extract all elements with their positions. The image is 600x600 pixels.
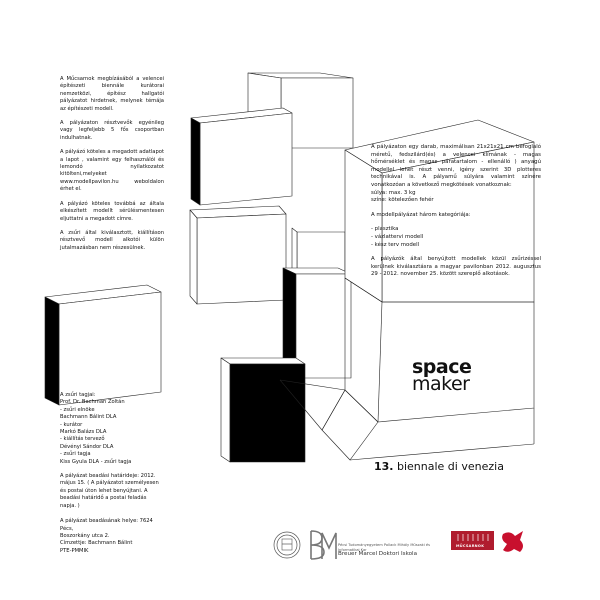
categories-heading: A modellpályázat három kategóriája: (371, 211, 471, 218)
selection-paragraph: A pályázók által benyújtott modellek közül zsűrizéssel kerülnek kiválasztásra a magyar pavilonban 2012. augusztus 29 - 2012. november 25. között szereplő alkotások. (371, 256, 541, 278)
biennale-number: 13. (374, 460, 394, 473)
university-seal-icon (274, 532, 300, 558)
left-paragraph-4: A pályázó köteles továbbá az általa elkészített modellt sérülésmentesen eljuttatni a megadott címre. (60, 200, 164, 222)
jury-heading: A zsűri tagjai: (60, 392, 96, 398)
jury-line: Prof. Dr. Bachman Zoltán (60, 399, 125, 406)
jury-line: Bachmann Bálint DLA (60, 414, 117, 421)
category-item: - vázlattervi modell (371, 233, 424, 240)
bm-logo-icon (311, 531, 336, 559)
left-paragraph-3: A pályázó köteles a megadott adatlapot a lapot , valamint egy felhasználói és lemondó nyilatkozatot kitölteni,melyeket www.modellpavilon.hu weboldalon érhet el. (60, 149, 164, 193)
title-maker: maker (412, 373, 470, 395)
left-paragraph-5: A zsűri által kiválasztott, kiállításon résztvevő modell alkotói külön jutalmazásban nem részesülnek. (60, 229, 164, 251)
faculty-line: Pécsi Tudományegyetem Pollack Mihály Műszaki és Informatikai Kar (338, 543, 430, 552)
details-paragraph: A pályázaton egy darab, maximálisan 21x21x21 cm befoglaló méretű, fedszilárd(és) a velencei klímának - magas hőmérséklet és magas páratartalom - ellenálló ) anyagú modellel lehet részt venni, igény szerint 3D plotteres technikával is. A pályamű súlyára valamint színére vonatkozóan a következő megkötések vonatkoznak: (371, 144, 541, 188)
jury-line: - kurátor (60, 421, 83, 428)
address-line: Címzettje: Bachmann Bálint (60, 540, 133, 547)
weight-rule: súlya: max. 3 kg (371, 189, 416, 196)
doctoral-school-name: Breuer Marcel Doktori Iskola (338, 551, 418, 557)
color-rule: színe: kötelezően fehér (371, 197, 434, 204)
jury-line: Kiss Gyula DLA - zsűri tagja (60, 458, 132, 465)
jury-line: Markó Balázs DLA (60, 429, 107, 436)
jury-line: Dévényi Sándor DLA (60, 443, 114, 450)
jury-line: - zsűri elnöke (60, 406, 95, 413)
jury-line: - kiállítás tervező (60, 436, 105, 443)
jury-line: - zsűri tagja (60, 451, 91, 458)
category-item: - plasztika (371, 226, 399, 233)
address-line: PTE-PMMIK (60, 547, 89, 554)
biennale-name: biennale di venezia (397, 460, 504, 473)
left-paragraph-1: A Műcsarnok megbízásából a velencei építészeti biennále kurátorai nemzetközi, építész hallgatói pályázatot hirdetnek, melynek témája az építészeti modell. (60, 76, 164, 112)
deadline-text: A pályázat beadási határideje: 2012. május 15. ( A pályázatot személyesen és postai úton lehet benyújtani. A beadási határidő a postai feladás napja. ) (60, 473, 159, 509)
category-item: - kész terv modell (371, 241, 420, 248)
mucsarnok-label: MŰCSARNOK (456, 544, 485, 548)
doctoral-school-caption (338, 543, 442, 557)
venice-lion-icon (502, 531, 523, 552)
address-line: A pályázat beadásának helye: 7624 Pécs, (60, 518, 153, 532)
address-line: Boszorkány utca 2. (60, 532, 110, 539)
title-space: space (412, 356, 472, 378)
left-paragraph-2: A pályázaton résztvevők egyénileg vagy legfeljebb 5 fős csoportban indulhatnak. (60, 120, 164, 141)
